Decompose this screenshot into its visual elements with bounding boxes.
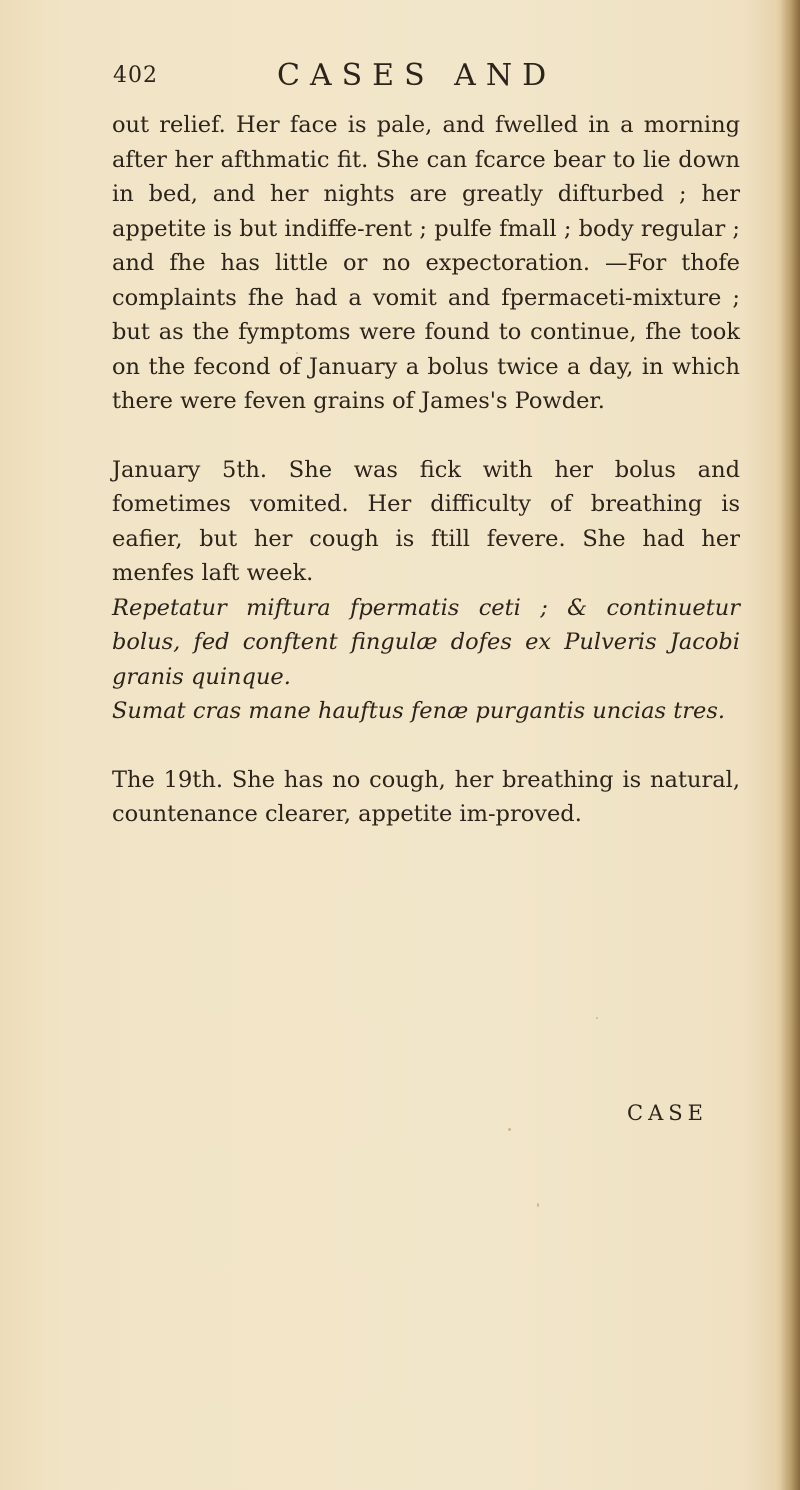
page-number: 402 xyxy=(113,63,158,88)
paper-speck xyxy=(537,1203,539,1207)
page-edge-shadow xyxy=(780,0,800,1490)
paragraph-the-19th: The 19th. She has no cough, her breathing is natural, countenance clearer, appetite im-proved. xyxy=(112,766,740,827)
paragraph-prescription-senna: Sumat cras mane hauftus fenæ purgantis uncias tres. xyxy=(112,698,726,724)
paper-speck xyxy=(296,352,298,354)
paper-speck xyxy=(508,1128,511,1131)
paragraph-prescription-mixture: Repetatur miftura fpermatis ceti ; & continuetur bolus, fed conftent fingulæ dofes ex Pulveris Jacobi granis quinque. xyxy=(112,594,740,690)
catchword: CASE xyxy=(627,1101,708,1125)
paragraph-case-history: out relief. Her face is pale, and fwelled in a morning after her afthmatic fit. She can fcarce bear to lie down in bed, and her nights are greatly difturbed ; her appetite is but indiffe-rent ; pulfe fmall ; body regular ; and fhe has little or no expectoration. —For thofe complaints fhe had a vomit and fpermaceti-mixture ; but as the fymptoms were found to continue, fhe took on the fecond of January a bolus twice a day, in which there were feven grains of James's Powder. xyxy=(112,112,740,414)
paper-speck xyxy=(596,1017,598,1019)
paragraph-january-5th: January 5th. She was fick with her bolus and fometimes vomited. Her difficulty of breathing is eafier, but her cough is ftill fevere. She had her menfes laft week. xyxy=(112,456,740,586)
running-head: CASES AND xyxy=(277,58,557,93)
body-text xyxy=(112,108,740,832)
page-header xyxy=(113,58,773,100)
